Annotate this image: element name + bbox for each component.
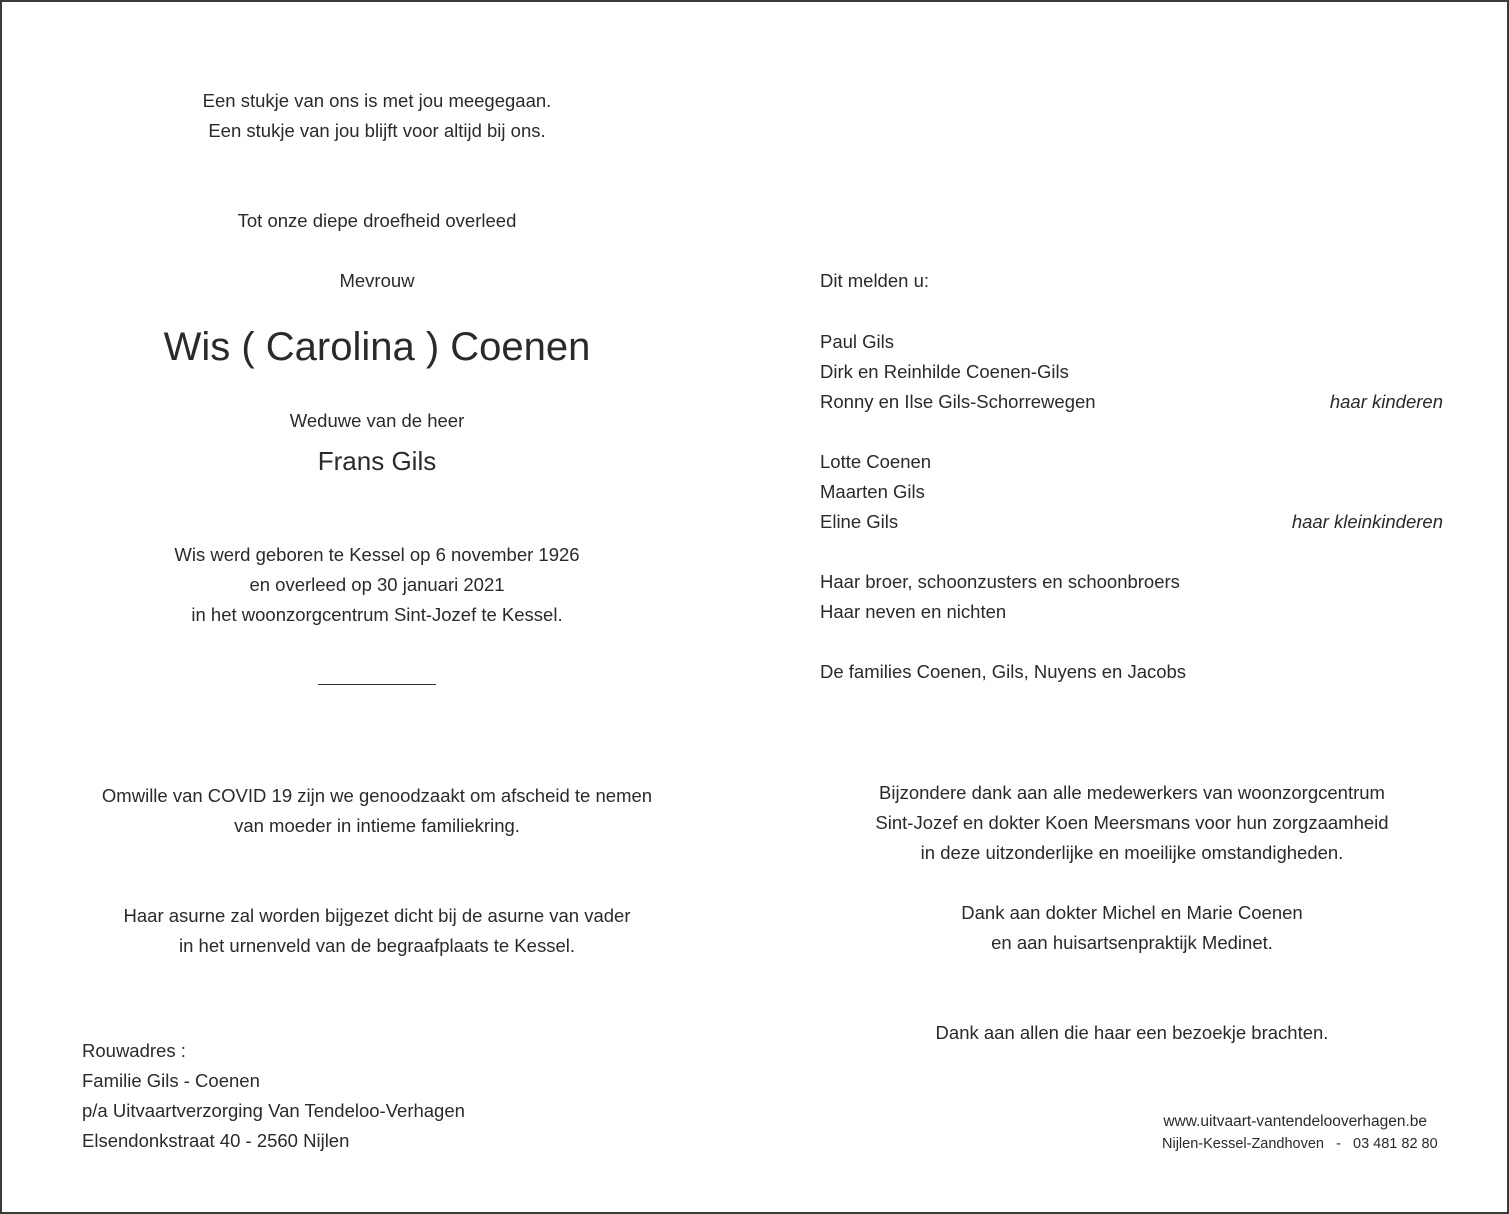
child-3: Ronny en Ilse Gils-Schorrewegen — [820, 391, 1096, 412]
urn-line-2: in het urnenveld van de begraafplaats te Kessel. — [179, 935, 575, 956]
life-line-3: in het woonzorgcentrum Sint-Jozef te Kessel. — [191, 604, 563, 625]
families-text: De families Coenen, Gils, Nuyens en Jacobs — [820, 661, 1187, 682]
covid-line-1: Omwille van COVID 19 zijn we genoodzaakt om afscheid te nemen — [101, 785, 653, 806]
grandchildren-role: haar kleinkinderen — [1291, 511, 1443, 532]
relatives-line-1: Haar broer, schoonzusters en schoonbroers — [820, 571, 1180, 592]
thanks1-line-2: Sint-Jozef en dokter Koen Meersmans voor hun zorgzaamheid — [875, 812, 1389, 833]
announce-text: Dit melden u: — [820, 270, 929, 291]
thanks2-line-2: en aan huisartsenpraktijk Medinet. — [991, 932, 1273, 953]
widow-of-text: Weduwe van de heer — [289, 410, 465, 431]
undertaker-contact: Nijlen-Kessel-Zandhoven - 03 481 82 80 — [1162, 1136, 1438, 1152]
thanks1-line-1: Bijzondere dank aan alle medewerkers van woonzorgcentrum — [879, 782, 1385, 803]
children-role: haar kinderen — [1329, 391, 1443, 412]
spouse-name: Frans Gils — [317, 446, 437, 476]
deceased-name: Wis ( Carolina ) Coenen — [163, 325, 591, 369]
address-undertaker: p/a Uitvaartverzorging Van Tendeloo-Verhagen — [82, 1100, 465, 1121]
child-1: Paul Gils — [820, 331, 895, 352]
quote-line-1: Een stukje van ons is met jou meegegaan. — [202, 90, 552, 111]
address-street: Elsendonkstraat 40 - 2560 Nijlen — [82, 1130, 350, 1151]
undertaker-website: www.uitvaart-vantendelooverhagen.be — [1163, 1113, 1427, 1130]
grandchild-3: Eline Gils — [820, 511, 899, 532]
life-line-1: Wis werd geboren te Kessel op 6 november 1926 — [174, 544, 580, 565]
intro-text: Tot onze diepe droefheid overleed — [237, 210, 517, 231]
quote-line-2: Een stukje van jou blijft voor altijd bij ons. — [208, 120, 546, 141]
grandchild-2: Maarten Gils — [820, 481, 925, 502]
salutation: Mevrouw — [339, 270, 415, 291]
relatives-line-2: Haar neven en nichten — [820, 601, 1007, 622]
urn-line-1: Haar asurne zal worden bijgezet dicht bij de asurne van vader — [123, 905, 631, 926]
divider-line — [318, 684, 436, 685]
covid-line-2: van moeder in intieme familiekring. — [234, 815, 520, 836]
grandchild-1: Lotte Coenen — [820, 451, 932, 472]
thanks2-line-1: Dank aan dokter Michel en Marie Coenen — [961, 902, 1303, 923]
life-line-2: en overleed op 30 januari 2021 — [249, 574, 505, 595]
thanks1-line-3: in deze uitzonderlijke en moeilijke omstandigheden. — [920, 842, 1344, 863]
child-2: Dirk en Reinhilde Coenen-Gils — [820, 361, 1069, 382]
address-label: Rouwadres : — [82, 1040, 186, 1061]
thanks3-text: Dank aan allen die haar een bezoekje brachten. — [935, 1022, 1329, 1043]
address-family: Familie Gils - Coenen — [82, 1070, 260, 1091]
